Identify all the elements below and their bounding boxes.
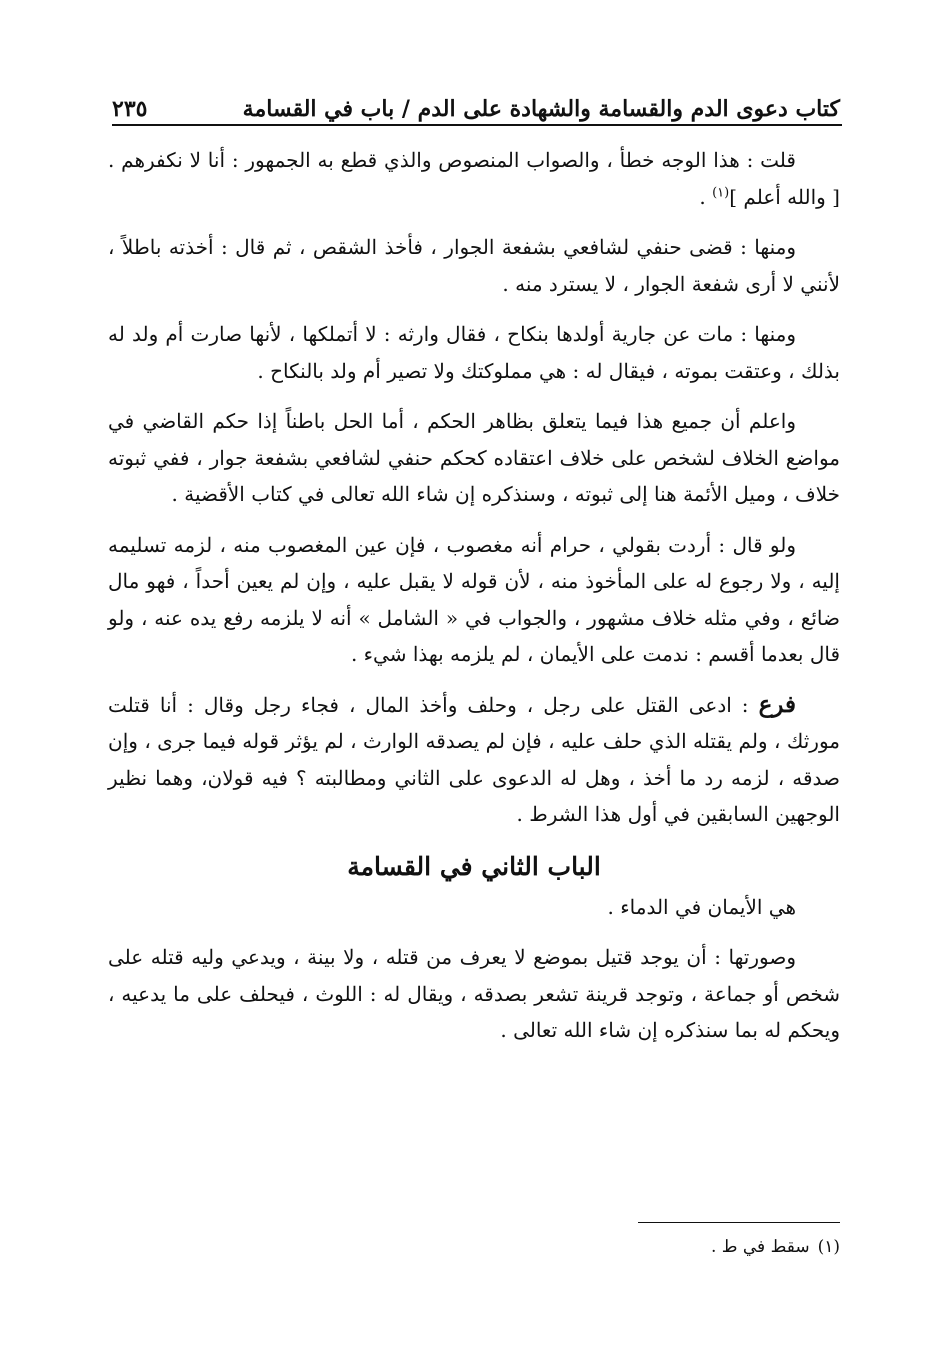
- running-title: كتاب دعوى الدم والقسامة والشهادة على الدم / باب في القسامة: [242, 96, 840, 122]
- page-number: ٢٣٥: [112, 96, 148, 122]
- footnote-rule: [638, 1222, 840, 1223]
- footnote: [108, 1232, 840, 1262]
- paragraph-tail: .: [699, 184, 713, 209]
- header-rule: [112, 124, 842, 126]
- chapter-heading: الباب الثاني في القسامة: [347, 851, 601, 881]
- running-header: [112, 82, 840, 122]
- paragraph: ولو قال : أردت بقولي ، حرام أنه مغصوب ، فإن عين المغصوب منه ، لزمه تسليمه إليه ، ولا رجوع له على المأخوذ منه ، لأن قوله لا يقبل عليه ، وإن لم يعين أحداً ، فهو مال ضائع ، وفي مثله خلاف مشهور ، والجواب في « الشامل » أنه لا يلزمه رفع يده عنه ، ولو قال بعدما أقسم : ندمت على الأيمان ، لم يلزمه بهذا شيء .: [108, 532, 840, 666]
- paragraph: ومنها : قضى حنفي لشافعي بشفعة الجوار ، فأخذ الشقص ، ثم قال : أخذته باطلاً ، لأنني لا أرى شفعة الجوار ، لا يسترد منه .: [108, 235, 840, 296]
- body-text: [108, 142, 840, 1063]
- paragraph: وصورتها : أن يوجد قتيل بموضع لا يعرف من قتله ، ولا بينة ، ويدعي وليه قتله على شخص أو جماعة ، وتوجد قرينة تشعر بصدقه ، ويقال له : اللوث ، فيحلف على ما يدعيه ، ويحكم له بما سنذكره إن شاء الله تعالى .: [108, 945, 840, 1042]
- paragraph: واعلم أن جميع هذا فيما يتعلق بظاهر الحكم ، أما الحل باطناً إذا حكم القاضي في مواضع الخلاف لشخص على خلاف اعتقاده كحكم حنفي لشافعي بشفعة جوار ، ففي ثبوته خلاف ، وميل الأئمة هنا إلى ثبوته ، وسنذكره إن شاء الله تعالى في كتاب الأقضية .: [108, 409, 840, 506]
- branch-lead: فرع: [758, 690, 796, 718]
- footnote-reference: (١): [712, 184, 730, 200]
- branch-paragraph: [108, 687, 840, 833]
- paragraph: [108, 142, 840, 215]
- footnote-text: سقط في ط .: [710, 1237, 810, 1257]
- paragraph: هي الأيمان في الدماء .: [607, 894, 796, 919]
- footnote-number: (١): [817, 1237, 840, 1257]
- paragraph: ومنها : مات عن جارية أولدها بنكاح ، فقال وارثه : لا أتملكها ، لأنها صارت أم ولد له بذلك ، وعتقت بموته ، فيقال له : هي مملوكتك ولا تصير أم ولد بالنكاح .: [108, 322, 840, 383]
- branch-text: : ادعى القتل على رجل ، وحلف وأخذ المال ، فجاء رجل وقال : أنا قتلت مورثك ، ولم يقتله الذي حلف عليه ، فإن لم يصدقه الوارث ، لم يؤثر قوله فيما جرى ، وإن صدقه ، لزمه رد ما أخذ ، وهل له الدعوى على الثاني ومطالبته ؟ فيه قولان، وهما نظير الوجهين السابقين في أول هذا الشرط .: [108, 692, 840, 826]
- paragraph-text: قلت : هذا الوجه خطأ ، والصواب المنصوص والذي قطع به الجمهور : أنا لا نكفرهم . [ والله أعلم ]: [108, 148, 840, 209]
